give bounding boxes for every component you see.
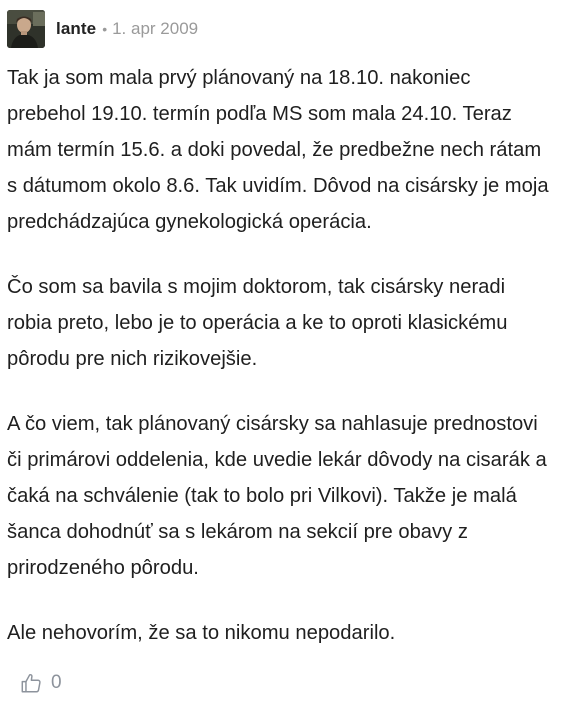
post-date: 1. apr 2009 bbox=[112, 19, 199, 38]
author-name[interactable]: lante bbox=[56, 19, 97, 38]
post-footer bbox=[20, 670, 62, 696]
post-paragraph: A čo viem, tak plánovaný cisársky sa nahlasuje prednostovi či primárovi oddelenia, kde uvedie lekár dôvody na cisarák a čaká na schválenie (tak to bolo pri Vilkovi). Takže je malá šanca dohodnúť sa s lekárom na sekcií pre obavy z prirodzeného pôrodu. bbox=[7, 413, 547, 579]
separator-dot: • bbox=[102, 21, 108, 37]
like-button[interactable] bbox=[20, 672, 62, 694]
post-body bbox=[7, 60, 556, 651]
like-count: 0 bbox=[51, 672, 62, 693]
thumbs-up-icon[interactable] bbox=[20, 672, 42, 694]
post-paragraph: Tak ja som mala prvý plánovaný na 18.10. nakoniec prebehol 19.10. termín podľa MS som mala 24.10. Teraz mám termín 15.6. a doki povedal, že predbežne nech rátam s dátumom okolo 8.6. Tak uvidím. Dôvod na cisársky je moja predchádzajúca gynekologická operácia. bbox=[7, 67, 549, 233]
post-paragraph: Ale nehovorím, že sa to nikomu nepodarilo. bbox=[7, 622, 396, 644]
post-header bbox=[7, 0, 556, 58]
avatar[interactable] bbox=[7, 10, 45, 48]
post-paragraph: Čo som sa bavila s mojim doktorom, tak cisársky neradi robia preto, lebo je to operácia a ke to oproti klasickému pôrodu pre nich rizikovejšie. bbox=[7, 276, 508, 370]
user-avatar-photo bbox=[7, 10, 45, 48]
